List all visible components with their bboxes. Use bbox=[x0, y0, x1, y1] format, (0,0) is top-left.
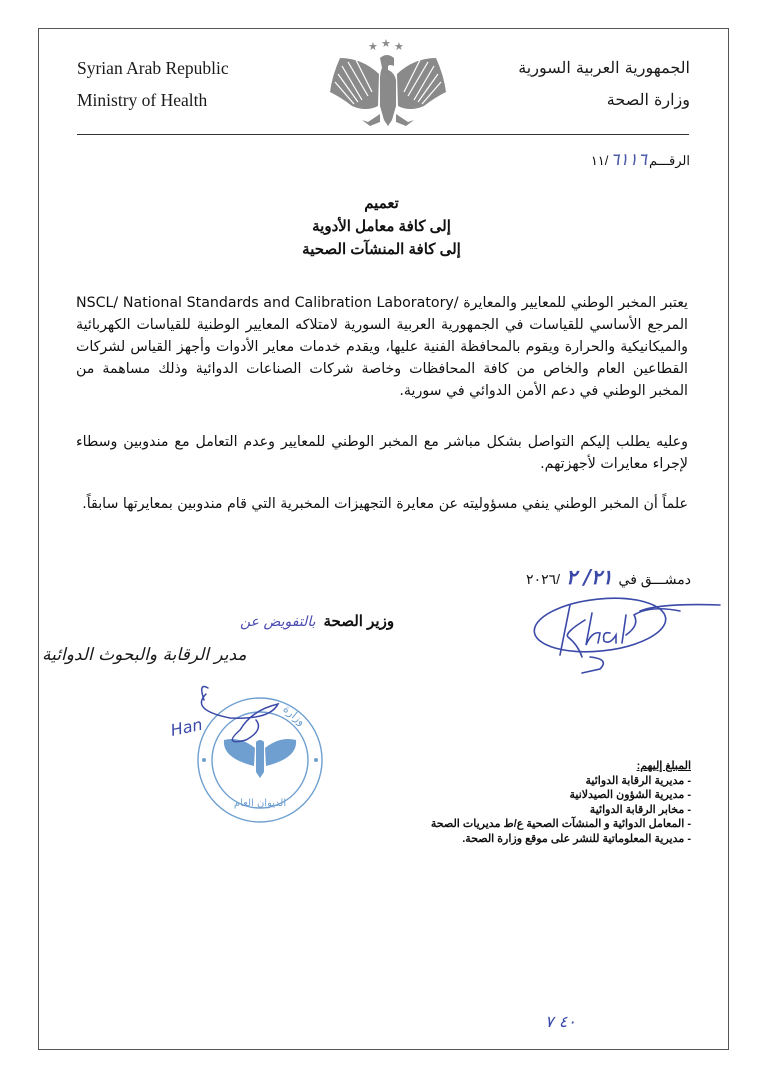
date-place: دمشـــق في bbox=[618, 571, 691, 587]
recipient-pharma-labs: إلى كافة معامل الأدوية bbox=[312, 218, 451, 235]
body-paragraph-3: علماً أن المخبر الوطني ينفي مسؤوليته عن معايرة التجهيزات المخبرية التي قام مندوبين بمعايرتها سابقاً. bbox=[82, 496, 688, 512]
handwritten-signature-icon bbox=[530, 585, 730, 675]
date-day-month: ٢١/ ٢ bbox=[566, 565, 613, 589]
header-ministry-ar: وزارة الصحة bbox=[606, 90, 690, 109]
reference-number bbox=[591, 150, 690, 170]
distribution-item: - مديرية الرقابة الدوائية bbox=[431, 774, 691, 789]
distribution-list bbox=[431, 759, 691, 846]
eagle-emblem-icon bbox=[322, 36, 452, 136]
reference-label: الرقـــم bbox=[648, 153, 690, 168]
header-divider bbox=[77, 134, 689, 135]
star-icon: ★ bbox=[394, 40, 404, 53]
stamp-top-text: وزارة bbox=[280, 702, 308, 729]
header-country-en: Syrian Arab Republic bbox=[77, 58, 229, 78]
body-paragraph-2: وعليه يطلب إليكم التواصل بشكل مباشر مع المخبر الوطني للمعايير وعدم التعامل مع مندوبين وسطاء لإجراء معايرات لأجهزتهم. bbox=[76, 434, 688, 472]
distribution-item: - مديرية المعلوماتية للنشر على موقع وزارة الصحة. bbox=[431, 832, 691, 847]
second-signature-text: Han bbox=[168, 714, 205, 740]
header-ministry-en: Ministry of Health bbox=[77, 90, 208, 110]
body-paragraph-1: يعتبر المخبر الوطني للمعايير والمعايرة /NSCL/ National Standards and Calibration Laboratory المرجع الأساسي للقياسات في الجمهورية العربية السورية لامتلاكه المعايير الوطنية للقياسات الكهربائية والميكانيكية والحرارة ويقوم بالمحافظة الفنية عليها، ويقدم خدمات معاير الأدوات وأجهز القياس لشركات القطاعين العام والخاص من كافة المحافظات وخاصة شركات الصناعات الدوائية وذلك مساهمة من المخبر الوطني في دعم الأمن الدوائي في سورية. bbox=[76, 295, 688, 399]
reference-value: ٦١١٦ bbox=[610, 150, 647, 170]
reference-suffix: /١١ bbox=[590, 153, 609, 168]
distribution-item: - مخابر الرقابة الدوائية bbox=[431, 803, 691, 818]
distribution-heading: المبلغ إليهم: bbox=[636, 760, 691, 772]
circular-titles bbox=[0, 192, 763, 261]
handwritten-page-note: ٤٠ ٧ bbox=[545, 1012, 576, 1031]
stamp-caption: الديوان العام bbox=[233, 798, 287, 809]
director-title: مدير الرقابة والبحوث الدوائية bbox=[42, 645, 247, 665]
distribution-item: - المعامل الدوائية و المنشآت الصحية ع/ط مديريات الصحة bbox=[431, 817, 691, 832]
circular-heading: تعميم bbox=[364, 195, 399, 212]
official-stamp-icon bbox=[160, 680, 330, 830]
date-year: /٢٠٢٦ bbox=[526, 571, 561, 587]
star-icon: ★ bbox=[381, 37, 391, 50]
recipient-health-facilities: إلى كافة المنشآت الصحية bbox=[302, 241, 461, 258]
header-country-ar: الجمهورية العربية السورية bbox=[518, 58, 690, 77]
delegation-note: بالتفويض عن bbox=[240, 614, 316, 630]
minister-title: وزير الصحة bbox=[323, 613, 395, 630]
document-frame bbox=[38, 28, 729, 1050]
star-icon: ★ bbox=[368, 40, 378, 53]
minister-signature-block bbox=[240, 612, 394, 630]
distribution-item: - مديرية الشؤون الصيدلانية bbox=[431, 788, 691, 803]
